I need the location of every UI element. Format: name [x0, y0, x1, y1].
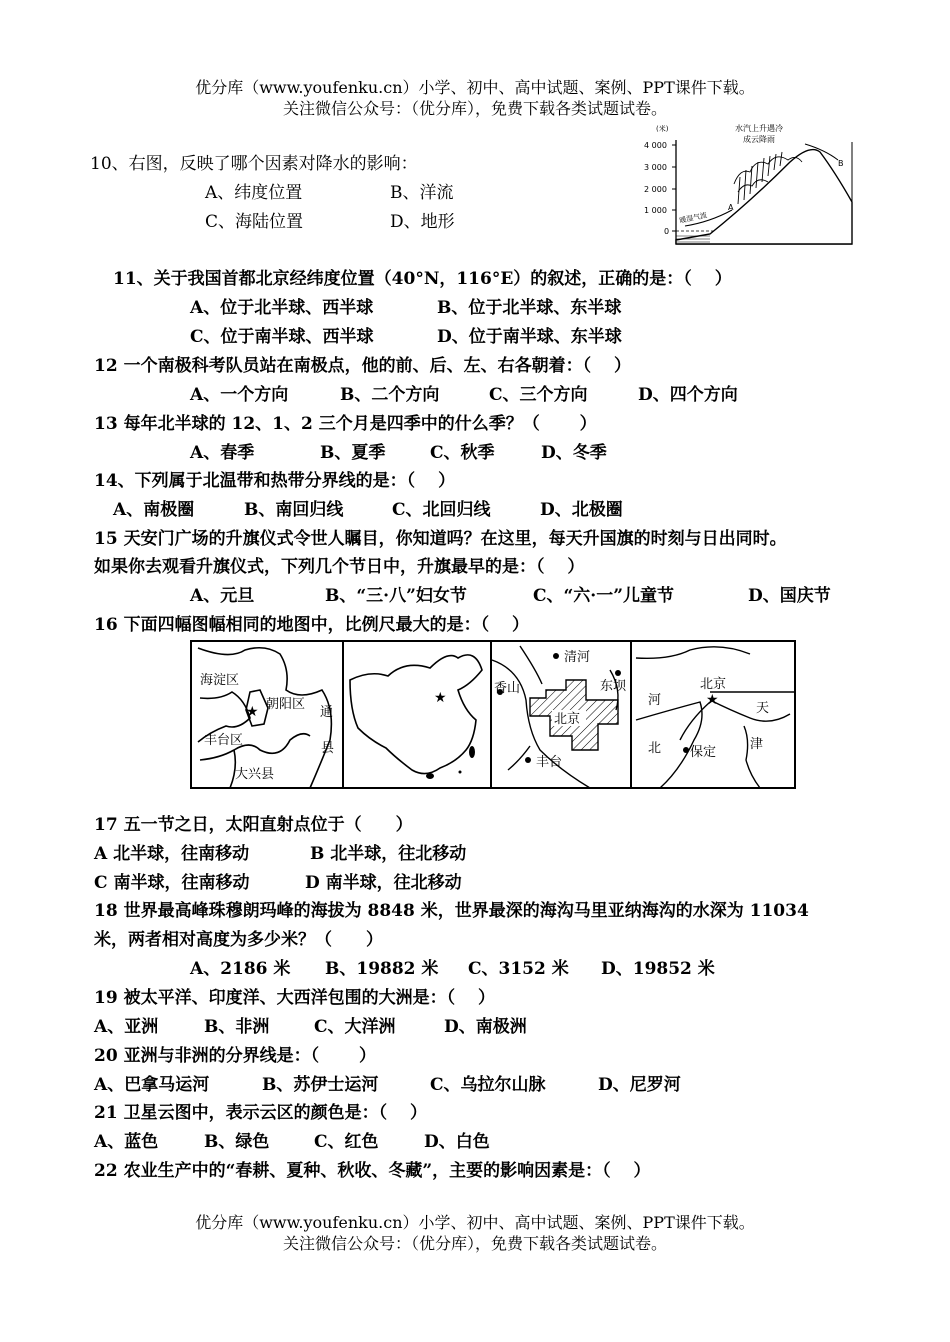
q15-option-d: D、国庆节 — [748, 586, 831, 606]
q11-option-d: D、位于南半球、东半球 — [437, 327, 622, 347]
fig-label-b: B — [838, 159, 844, 168]
map3-xiangshan: 香山 — [494, 681, 521, 696]
q18-option-c: C、3152 米 — [468, 959, 569, 979]
q12-stem: 12 一个南极科考队员站在南极点，他的前、后、左、右各朝着：（ ） — [94, 356, 631, 376]
q14-option-a: A、南极圈 — [113, 500, 195, 520]
fig-ytick-4000: 4 000 — [644, 141, 667, 150]
header-line-1: 优分库（www.youfenku.cn）小学、初中、高中试题、案例、PPT课件下载。 — [195, 78, 755, 97]
fig-airflow: 暖湿气流 — [678, 211, 708, 225]
map2-star-icon: ★ — [434, 690, 447, 706]
q15-option-c: C、“六·一”儿童节 — [533, 586, 675, 606]
fig-ytick-0: 0 — [664, 227, 670, 236]
fig-unit: (米) — [656, 125, 669, 133]
q12-option-d: D、四个方向 — [638, 385, 738, 405]
map3-dongba: 东坝 — [600, 679, 627, 694]
q11-option-a: A、位于北半球、西半球 — [190, 298, 374, 318]
footer-line-1: 优分库（www.youfenku.cn）小学、初中、高中试题、案例、PPT课件下载。 — [195, 1213, 755, 1232]
q11-stem: 11、关于我国首都北京经纬度位置（40°N，116°E）的叙述，正确的是：（ ） — [113, 269, 732, 289]
q19-option-b: B、非洲 — [204, 1017, 270, 1037]
fig-label-a: A — [728, 203, 734, 212]
q18-option-d: D、19852 米 — [601, 959, 715, 979]
q16-stem: 16 下面四幅图幅相同的地图中，比例尺最大的是：（ ） — [94, 615, 529, 635]
map4-baoding: 保定 — [690, 745, 717, 760]
fig-note-2: 成云降雨 — [743, 135, 775, 144]
fig-mountain — [676, 150, 852, 244]
q14-option-d: D、北极圈 — [540, 500, 623, 520]
q14-option-b: B、南回归线 — [244, 500, 344, 520]
map4-he: 河 — [648, 693, 662, 708]
q18-stem-2: 米，两者相对高度为多少米？（ ） — [94, 930, 383, 950]
q20-option-b: B、苏伊士运河 — [262, 1075, 379, 1095]
q15-option-b: B、“三·八”妇女节 — [325, 586, 467, 606]
map1-fengtai: 丰台区 — [204, 733, 244, 748]
map4-bei: 北 — [648, 741, 662, 756]
q22-stem: 22 农业生产中的“春耕、夏种、秋收、冬藏”，主要的影响因素是：（ ） — [94, 1161, 651, 1181]
q17-option-c: C 南半球，往南移动 — [94, 873, 250, 893]
q17-option-d: D 南半球，往北移动 — [305, 873, 462, 893]
fig-ytick-2000: 2 000 — [644, 185, 667, 194]
q10-option-c: C、海陆位置 — [205, 212, 304, 232]
q10-stem: 10、右图，反映了哪个因素对降水的影响： — [90, 154, 418, 174]
q15-option-a: A、元旦 — [190, 586, 255, 606]
q15-stem-2: 如果你去观看升旗仪式，下列几个节日中，升旗最早的是：（ ） — [94, 557, 585, 577]
map1-chaoyang: 朝阳区 — [266, 697, 306, 712]
map4-star-icon: ★ — [706, 692, 719, 708]
fig-note-1: 水汽上升遇冷 — [735, 124, 783, 133]
q20-option-a: A、巴拿马运河 — [94, 1075, 210, 1095]
q18-stem-1: 18 世界最高峰珠穆朗玛峰的海拔为 8848 米，世界最深的海沟马里亚纳海沟的水深为 11034 — [94, 901, 809, 921]
q13-option-b: B、夏季 — [320, 443, 386, 463]
map3-beijing: 北京 — [554, 712, 581, 727]
q17-option-a: A 北半球，往南移动 — [94, 844, 250, 864]
q20-option-c: C、乌拉尔山脉 — [430, 1075, 546, 1095]
q19-option-d: D、南极洲 — [444, 1017, 527, 1037]
map4-jin: 津 — [750, 737, 764, 752]
q10-option-a: A、纬度位置 — [205, 183, 303, 203]
fig-ytick-1000: 1 000 — [644, 206, 667, 215]
map4-beijing: 北京 — [700, 677, 727, 692]
q14-option-c: C、北回归线 — [392, 500, 491, 520]
q10-option-d: D、地形 — [390, 212, 455, 232]
q12-option-a: A、一个方向 — [190, 385, 289, 405]
q18-option-a: A、2186 米 — [190, 959, 291, 979]
map1-haidian: 海淀区 — [200, 673, 240, 688]
q15-stem-1: 15 天安门广场的升旗仪式令世人瞩目，你知道吗？在这里，每天升国旗的时刻与日出同时。 — [94, 529, 787, 549]
q13-option-d: D、冬季 — [541, 443, 607, 463]
q21-option-d: D、白色 — [424, 1132, 490, 1152]
q11-option-c: C、位于南半球、西半球 — [190, 327, 374, 347]
q13-option-c: C、秋季 — [430, 443, 495, 463]
q19-stem: 19 被太平洋、印度洋、大西洋包围的大洲是：（ ） — [94, 988, 495, 1008]
map3-fengtai: 丰台 — [536, 755, 563, 770]
q11-option-b: B、位于北半球、东半球 — [437, 298, 622, 318]
map4-tian: 天 — [756, 701, 770, 716]
q20-stem: 20 亚洲与非洲的分界线是：（ ） — [94, 1046, 376, 1066]
map1-daxing: 大兴县 — [235, 767, 275, 782]
q21-option-a: A、蓝色 — [94, 1132, 159, 1152]
q21-option-c: C、红色 — [314, 1132, 379, 1152]
q14-stem: 14、下列属于北温带和热带分界线的是：（ ） — [94, 471, 456, 491]
map1-star-icon: ★ — [246, 704, 259, 720]
q19-option-c: C、大洋洲 — [314, 1017, 396, 1037]
q13-option-a: A、春季 — [190, 443, 255, 463]
q21-option-b: B、绿色 — [204, 1132, 270, 1152]
q12-option-c: C、三个方向 — [489, 385, 588, 405]
fig-ytick-3000: 3 000 — [644, 163, 667, 172]
map3-qinghe: 清河 — [564, 650, 591, 665]
map1-tong: 通 — [320, 705, 334, 720]
q19-option-a: A、亚洲 — [94, 1017, 159, 1037]
q10-option-b: B、洋流 — [390, 183, 454, 203]
q21-stem: 21 卫星云图中，表示云区的颜色是：（ ） — [94, 1103, 427, 1123]
map1-xian: 县 — [321, 741, 335, 756]
q16-maps-figure — [190, 640, 796, 790]
q12-option-b: B、二个方向 — [340, 385, 440, 405]
q13-stem: 13 每年北半球的 12、1、2 三个月是四季中的什么季？（ ） — [94, 414, 597, 434]
q17-stem: 17 五一节之日，太阳直射点位于（ ） — [94, 815, 413, 835]
q18-option-b: B、19882 米 — [325, 959, 439, 979]
q20-option-d: D、尼罗河 — [598, 1075, 681, 1095]
header-line-2: 关注微信公众号：（优分库），免费下载各类试题试卷。 — [282, 99, 667, 118]
footer-line-2: 关注微信公众号：（优分库），免费下载各类试题试卷。 — [282, 1234, 667, 1253]
q17-option-b: B 北半球，往北移动 — [310, 844, 467, 864]
q10-terrain-figure — [640, 122, 855, 250]
